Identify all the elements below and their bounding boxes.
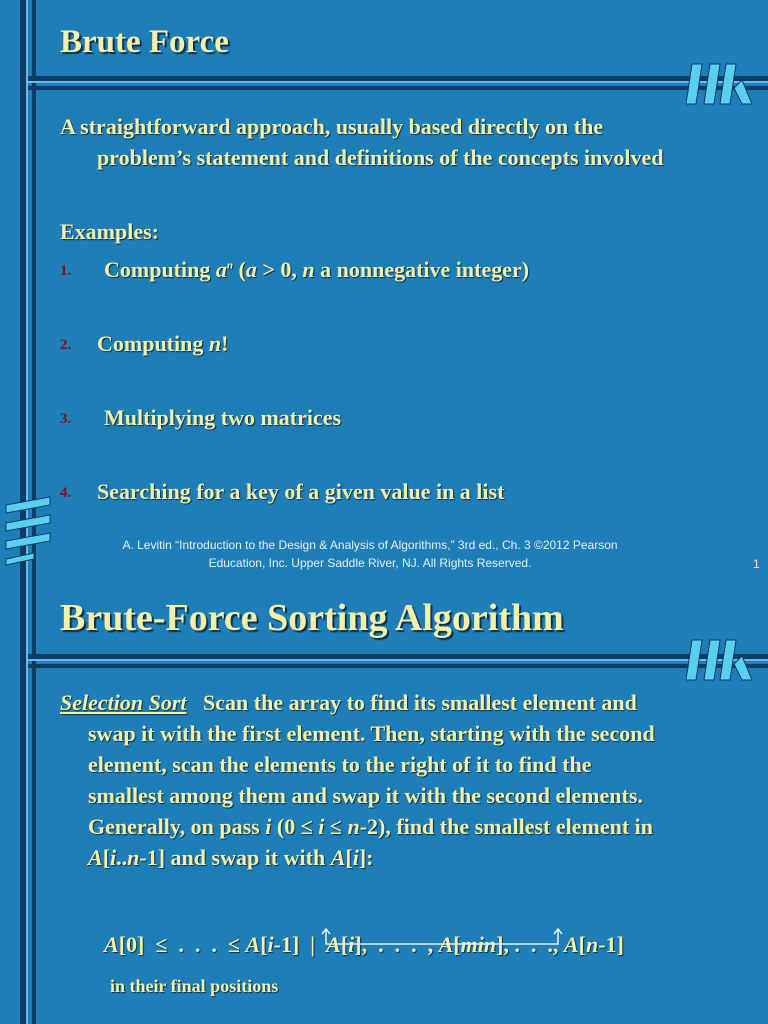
list-number: 1. xyxy=(60,263,72,279)
left-border-highlight xyxy=(26,580,28,1024)
list-number: 4. xyxy=(60,485,72,501)
list-item: Computing $a^n$ (a > 0, n a nonnegative integer) xyxy=(104,257,530,282)
left-border-bar-inner xyxy=(32,580,36,1024)
body-line2: swap it with the first element. Then, starting with the second xyxy=(88,721,655,746)
intro-text-line1: A straightforward approach, usually based directly on the xyxy=(60,114,604,139)
title-divider-highlight xyxy=(28,659,768,661)
examples-label: Examples: xyxy=(60,219,159,244)
list-number: 3. xyxy=(60,411,72,427)
title-divider-inner xyxy=(28,664,768,668)
range-bracket xyxy=(318,928,570,950)
footer-citation-line1: A. Levitin “Introduction to the Design & Analysis of Algorithms,” 3rd ed., Ch. 3 ©2012 Pearson xyxy=(122,538,618,552)
selection-sort-label: Selection Sort xyxy=(60,690,187,715)
stripes-deco-icon xyxy=(686,636,756,684)
slide-title: Brute Force xyxy=(60,24,229,60)
body-line3: element, scan the elements to the right of it to find the xyxy=(88,752,592,777)
body-line4: smallest among them and swap it with the second elements. xyxy=(88,783,643,808)
title-divider-highlight xyxy=(28,81,768,83)
list-item: Searching for a key of a given value in a list xyxy=(97,479,505,504)
list-item: Computing n! xyxy=(97,331,229,356)
list-number: 2. xyxy=(60,337,72,353)
body-line1: Selection Sort Scan the array to find its smallest element and xyxy=(60,690,637,715)
page-number: 1 xyxy=(753,557,760,571)
body-line6: A[i..n-1] and swap it with A[i]: xyxy=(88,845,374,870)
array-diagram: A[0] ≤ . . . ≤ A[i-1] | A[i], . . . , A[min], . . ., A[n-1] xyxy=(104,932,624,957)
body-line5: Generally, on pass i (0 ≤ i ≤ n-2), find the smallest element in xyxy=(88,814,654,839)
final-positions-caption: in their final positions xyxy=(110,976,279,996)
stripes-deco-icon xyxy=(686,60,756,108)
footer-citation-line2: Education, Inc. Upper Saddle River, NJ. All Rights Reserved. xyxy=(208,556,532,570)
stripes-deco-icon xyxy=(4,495,52,567)
title-divider-inner xyxy=(28,86,768,90)
slide-title: Brute-Force Sorting Algorithm xyxy=(60,597,564,639)
list-item: Multiplying two matrices xyxy=(104,405,342,430)
intro-text-line2: problem’s statement and definitions of the concepts involved xyxy=(97,145,664,170)
